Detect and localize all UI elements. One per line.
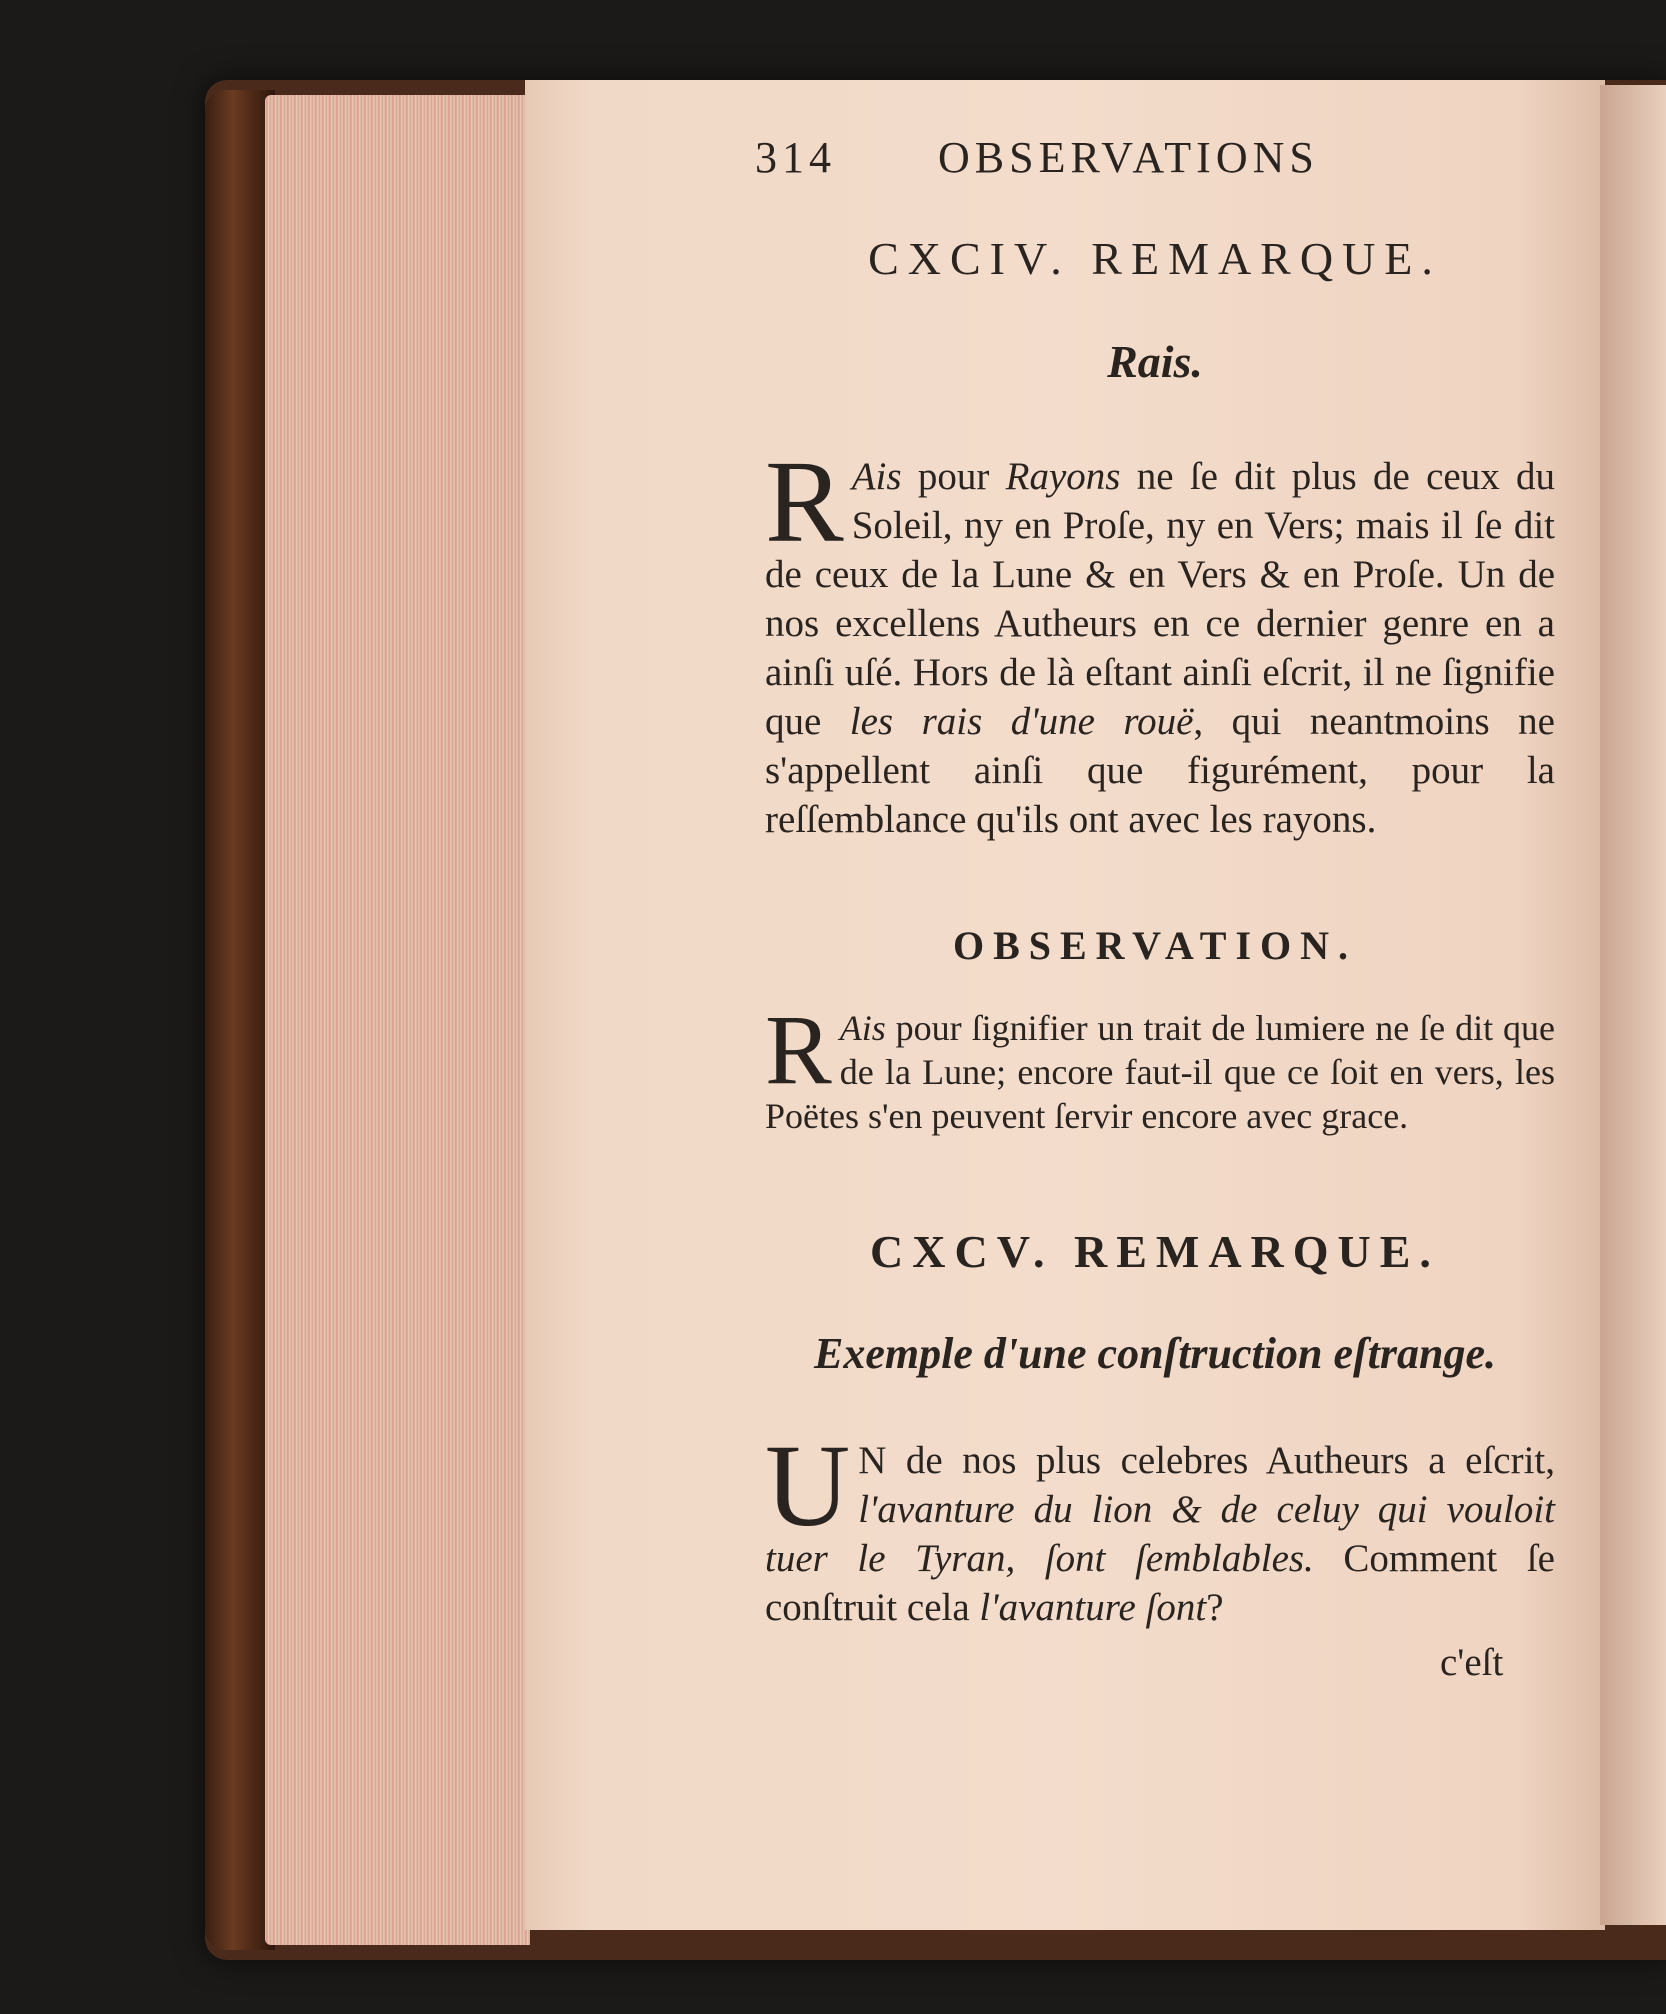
- italic-text: Ais: [839, 1008, 886, 1048]
- paragraph-observation: [765, 994, 1555, 1138]
- section-heading-cxcv: CXCV. REMARQUE.: [870, 1226, 1440, 1277]
- dropcap: U: [765, 1420, 851, 1551]
- italic-text: l'avanture du lion & de celuy qui vouloit tuer le Tyran, ſont ſemblables.: [765, 1488, 1555, 1580]
- paragraph-text: , qui neantmoins ne s'appellent ainſi que figurément, pour la reſſemblance qu'ils ont avec les rayons.: [765, 700, 1555, 841]
- italic-text: les rais d'une rouë: [849, 700, 1194, 743]
- section-subheading-rais: Rais.: [1107, 336, 1203, 387]
- facing-page-edge: [1600, 85, 1666, 1925]
- paragraph-exemple: [765, 1420, 1555, 1632]
- running-title: OBSERVATIONS: [938, 133, 1319, 182]
- catchword: c'eſt: [1440, 1641, 1504, 1684]
- dropcap: R: [765, 994, 832, 1105]
- paragraph-text: Comment ſe conſtruit cela: [765, 1537, 1555, 1629]
- paragraph-text: ne ſe dit plus de ceux du Soleil, ny en Proſe, ny en Vers; mais il ſe dit de ceux de la Lune & en Vers & en Proſe. Un de nos excellens Autheurs en ce dernier genre en a ainſi uſé. Hors de là eſtant ainſi eſcrit, il ne ſignifie que: [765, 455, 1555, 743]
- italic-text: l'avanture ſont: [979, 1586, 1207, 1629]
- observation-heading: OBSERVATION.: [952, 923, 1358, 968]
- dropcap: R: [765, 436, 844, 567]
- paragraph-text: pour ſignifier un trait de lumiere ne ſe dit que de la Lune; encore faut-il que ce ſoit en vers, les Poëtes s'en peuvent ſervir encore avec grace.: [765, 1008, 1555, 1136]
- italic-text: Rayons: [1005, 455, 1121, 498]
- paragraph-text: pour: [901, 455, 1006, 498]
- paragraph-rais: [765, 436, 1555, 844]
- section-subheading-exemple: Exemple d'une conſtruction eſtrange.: [814, 1329, 1496, 1378]
- page-number: 314: [755, 133, 836, 182]
- paragraph-text: N de nos plus celebres Autheurs a eſcrit,: [858, 1439, 1555, 1482]
- page-edges: [265, 95, 530, 1945]
- italic-text: Ais: [851, 455, 902, 498]
- section-heading-cxciv: CXCIV. REMARQUE.: [868, 233, 1442, 284]
- paragraph-text: ?: [1206, 1586, 1224, 1629]
